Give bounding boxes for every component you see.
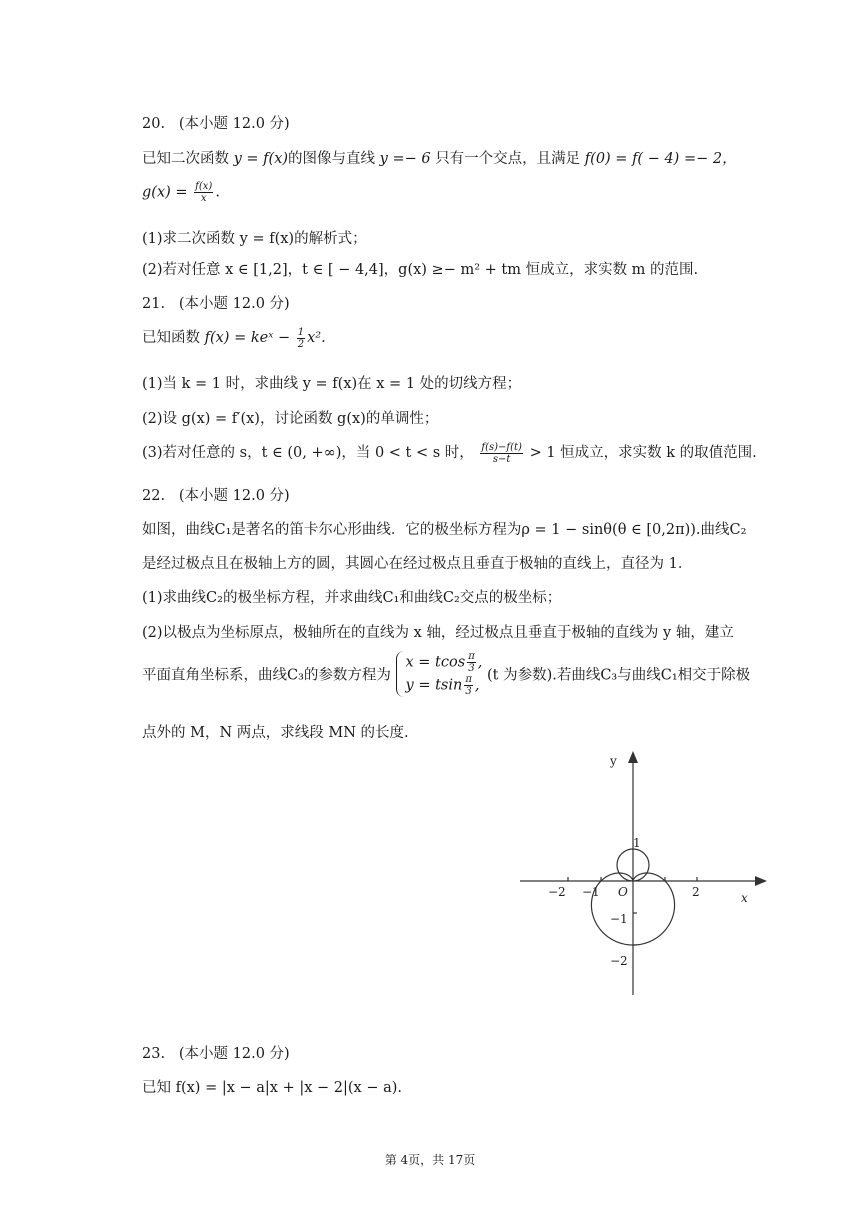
q20-g-den: x [200,193,207,204]
q20-part2: (2)若对任意 x ∈ [1,2]，t ∈ [ − 4,4]，g(x) ≥− m² + tm 恒成立，求实数 m 的范围. [142,262,699,278]
q22-row1-three: 3 [468,663,475,674]
q20-g-fraction [194,181,213,204]
q23-header: 23. (本小题 12.0 分) [142,1046,290,1062]
q22-line2: 是经过极点且在极轴上方的圆，其圆心在经过极点且垂直于极轴的直线上，直径为 1． [142,556,693,572]
tick-label-yneg1: −1 [610,912,628,926]
q21-part3-fraction [480,442,523,465]
q20-stem-a: 已知二次函数 [142,151,229,167]
q21-part3-a: (3)若对任意的 s，t ∈ (0, +∞)，当 0 < t < s 时， [142,445,474,461]
q20-g-def [142,181,220,204]
q22-row1-a: x = tcos [405,654,466,671]
q20-stem-d: y =− 6 [379,151,431,167]
q20-part1: (1)求二次函数 y = f(x)的解析式； [142,231,367,247]
q21-part3-num: f(s)−f(t) [481,441,522,453]
q21-part3-den: s−t [492,453,511,465]
q22-row2-three: 3 [465,686,472,697]
tick-label-neg2: −2 [548,885,566,899]
q22-line1: 如图，曲线C₁是著名的笛卡尔心形曲线．它的极坐标方程为ρ = 1 − sinθ(θ ∈ [0,2π)).曲线C₂ [142,522,747,538]
page-footer: 第 4页，共 17页 [384,1153,476,1167]
q22-param-system [396,651,483,697]
q20-stem-e: 只有一个交点，且满足 [435,151,581,167]
tick-label-neg1: −1 [582,885,600,899]
q20-g-end: . [215,184,220,201]
q21-part1: (1)当 k = 1 时，求曲线 y = f(x)在 x = 1 处的切线方程； [142,376,522,392]
x-axis-label: x [741,891,748,905]
q20-header: 20. (本小题 12.0 分) [142,116,290,132]
cardioid-figure [515,745,775,1005]
q20-g-num: f(x) [195,181,213,192]
q22-row2-frac [464,674,473,697]
q22-row-x [406,651,483,674]
tick-label-yneg2: −2 [610,954,628,968]
q22-row2-pi: π [465,674,472,685]
q21-stem-b: f(x) = keˣ − [204,330,291,346]
q22-row1-pi: π [468,651,475,662]
q20-stem [142,147,737,168]
q22-row2-a: y = tsin [405,677,463,694]
q21-stem-c: x². [307,330,326,346]
q21-half-fraction [297,327,305,350]
tick-label-2: 2 [692,885,700,899]
q21-stem-a: 已知函数 [142,330,200,346]
q21-half-den: 2 [297,338,305,350]
y-axis-label: y [610,754,617,768]
q21-part3 [142,441,757,465]
q22-part2: (2)以极点为坐标原点，极轴所在的直线为 x 轴，经过极点且垂直于极轴的直线为 y 轴，建立 [142,625,734,641]
y-axis-arrow [628,751,638,763]
q22-p2b-a: 平面直角坐标系，曲线C₃的参数方程为 [142,667,391,684]
q20-stem-c: 的图像与直线 [288,151,376,167]
q21-part3-b: > 1 恒成立，求实数 k 的取值范围. [529,445,757,461]
q22-part1: (1)求曲线C₂的极坐标方程，并求曲线C₁和曲线C₂交点的极坐标； [142,590,562,606]
origin-label: O [618,885,628,899]
q21-half-num: 1 [297,326,305,338]
q20-g-lhs: g(x) = [142,184,188,201]
q20-stem-f: f(0) = f( − 4) =− 2， [584,151,737,167]
q22-row1-frac [467,651,476,674]
tick-label-y1: 1 [633,836,641,850]
q21-header: 21. (本小题 12.0 分) [142,296,290,312]
q22-p2b-b: (t 为参数).若曲线C₃与曲线C₁相交于除极 [486,667,751,684]
x-axis-arrow [755,876,767,886]
q22-brace [396,651,405,697]
q21-stem [142,326,326,350]
q22-header: 22. (本小题 12.0 分) [142,488,290,504]
q20-stem-b: y = f(x) [233,151,289,167]
q23-stem: 已知 f(x) = |x − a|x + |x − 2|(x − a). [142,1080,402,1096]
q22-row1-end: , [477,654,483,671]
q22-row-y [406,674,483,697]
q22-part2-end: 点外的 M，N 两点，求线段 MN 的长度. [142,725,409,741]
q22-row2-end: , [474,677,480,694]
q21-part2: (2)设 g(x) = f′(x)，讨论函数 g(x)的单调性； [142,411,439,427]
q22-part2-param [142,651,750,697]
